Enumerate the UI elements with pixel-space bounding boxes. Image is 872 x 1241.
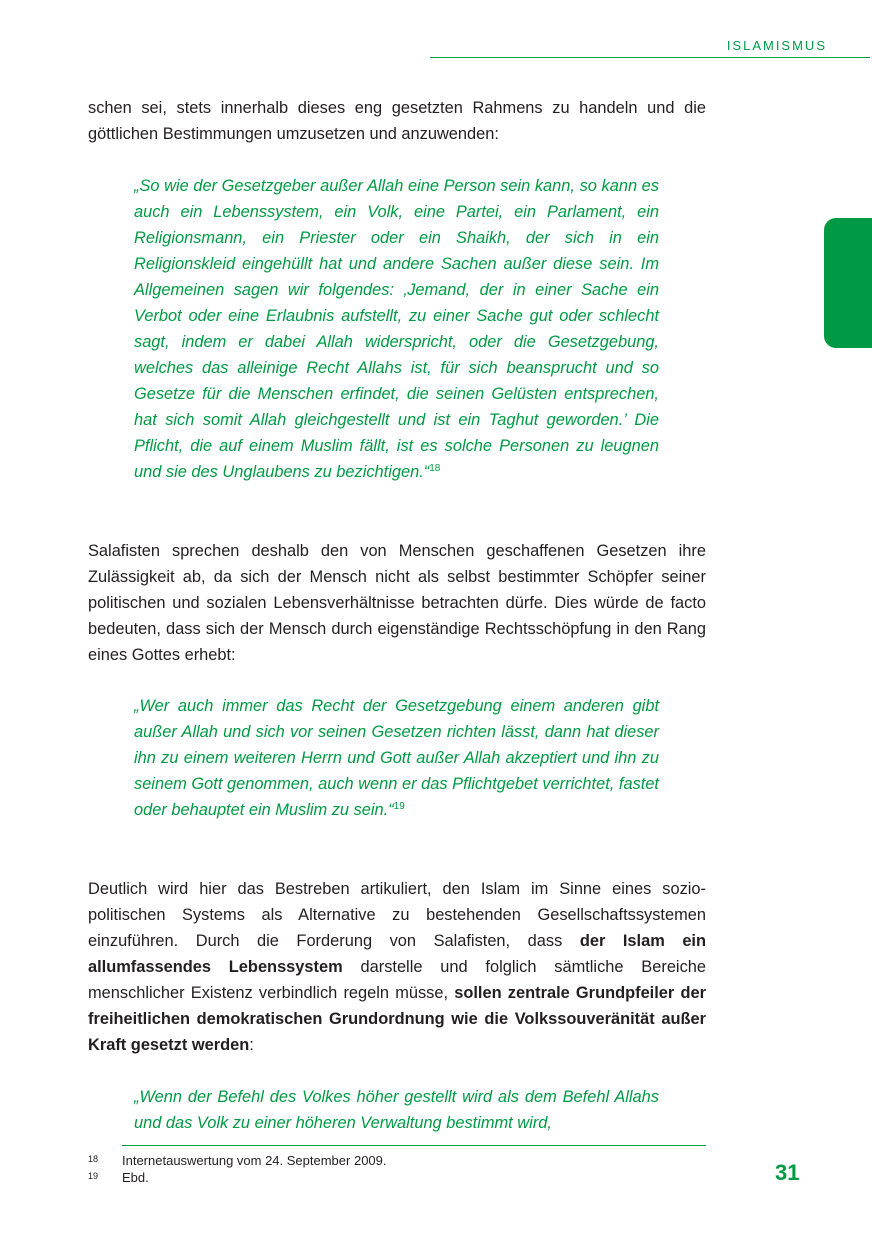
paragraph-3-part-3: : — [249, 1036, 254, 1054]
chapter-tab-marker — [824, 218, 872, 348]
footnote-ref-19: 19 — [393, 801, 405, 812]
paragraph-3-bold-2: sollen zentrale Grundpfeiler der freiheitlichen demokratischen Grundordnung wie die Volkssouveränität außer Kraft gesetzt werden — [88, 984, 706, 1054]
paragraph-1: schen sei, stets innerhalb dieses eng gesetzten Rahmens zu handeln und die göttlichen Bestimmungen umzusetzen und anzuwenden: — [88, 99, 706, 143]
page-number: 31 — [775, 1160, 800, 1185]
footnote-text: Internetauswertung vom 24. September 2009. — [122, 1153, 387, 1168]
footnote-number: 19 — [88, 1171, 99, 1181]
footnote-text: Ebd. — [122, 1170, 149, 1185]
quote-2-text: „Wer auch immer das Recht der Gesetzgebung einem anderen gibt außer Allah und sich vor seinen Gesetzen richten lässt, dann hat dieser ihn zu einem weiteren Herrn und Gott außer Allah akzeptiert und ihn zu seinem Gott genommen, auch wenn er das Pflichtgebet verrichtet, fastet oder behauptet ein Muslim zu sein.“ — [134, 697, 659, 819]
quote-1 — [134, 173, 659, 485]
paragraph-3-bold-1: der Islam ein allumfassendes Lebenssystem — [88, 932, 706, 976]
quote-2 — [134, 693, 659, 823]
quote-3: „Wenn der Befehl des Volkes höher gestellt wird als dem Befehl Allahs und das Volk zu einer höheren Verwaltung bestimmt wird, — [134, 1088, 659, 1132]
footnote-rule — [122, 1145, 706, 1146]
footnote-ref-18: 18 — [429, 463, 441, 474]
paragraph-2: Salafisten sprechen deshalb den von Menschen geschaffenen Gesetzen ihre Zulässigkeit ab, da sich der Mensch nicht als selbst bestimmter Schöpfer seiner politischen und sozialen Lebensverhältnisse betrachten dürfe. Dies würde de facto bedeuten, dass sich der Mensch durch eigenständige Rechtsschöpfung in den Rang eines Gottes erhebt: — [88, 542, 706, 664]
footnote-19 — [88, 1168, 149, 1186]
paragraph-3 — [88, 876, 706, 1058]
paragraph-3-part-2: darstelle und folglich sämtliche Bereiche menschlicher Existenz verbindlich regeln müsse, — [88, 958, 706, 1002]
running-header: ISLAMISMUS — [726, 38, 827, 53]
paragraph-3-part-1: Deutlich wird hier das Bestreben artikuliert, den Islam im Sinne eines sozio-politischen Systems als Alternative zu bestehenden Gesellschaftssystemen einzuführen. Durch die Forderung von Salafisten, dass — [88, 880, 706, 950]
footnote-number: 18 — [88, 1154, 99, 1164]
quote-1-text: „So wie der Gesetzgeber außer Allah eine Person sein kann, so kann es auch ein Lebenssystem, ein Volk, eine Partei, ein Parlament, ein Religionsmann, ein Priester oder ein Shaikh, der sich in ein Religionskleid eingehüllt hat und andere Sachen außer diese sein. Im Allgemeinen sagen wir folgendes: ‚Jemand, der in einer Sache ein Verbot oder eine Erlaubnis aufstellt, zu einer Sache gut oder schlecht sagt, indem er dabei Allah widerspricht, oder die Gesetzgebung, welches das alleinige Recht Allahs ist, für sich beansprucht und so Gesetze für die Menschen erfindet, die seinen Gelüsten entsprechen, hat sich somit Allah gleichgestellt und ist ein Taghut geworden.’ Die Pflicht, die auf einem Muslim fällt, ist es solche Personen zu leugnen und sie des Unglaubens zu bezichtigen.“ — [134, 177, 659, 481]
footnote-18 — [88, 1151, 387, 1169]
header-rule — [430, 57, 870, 58]
